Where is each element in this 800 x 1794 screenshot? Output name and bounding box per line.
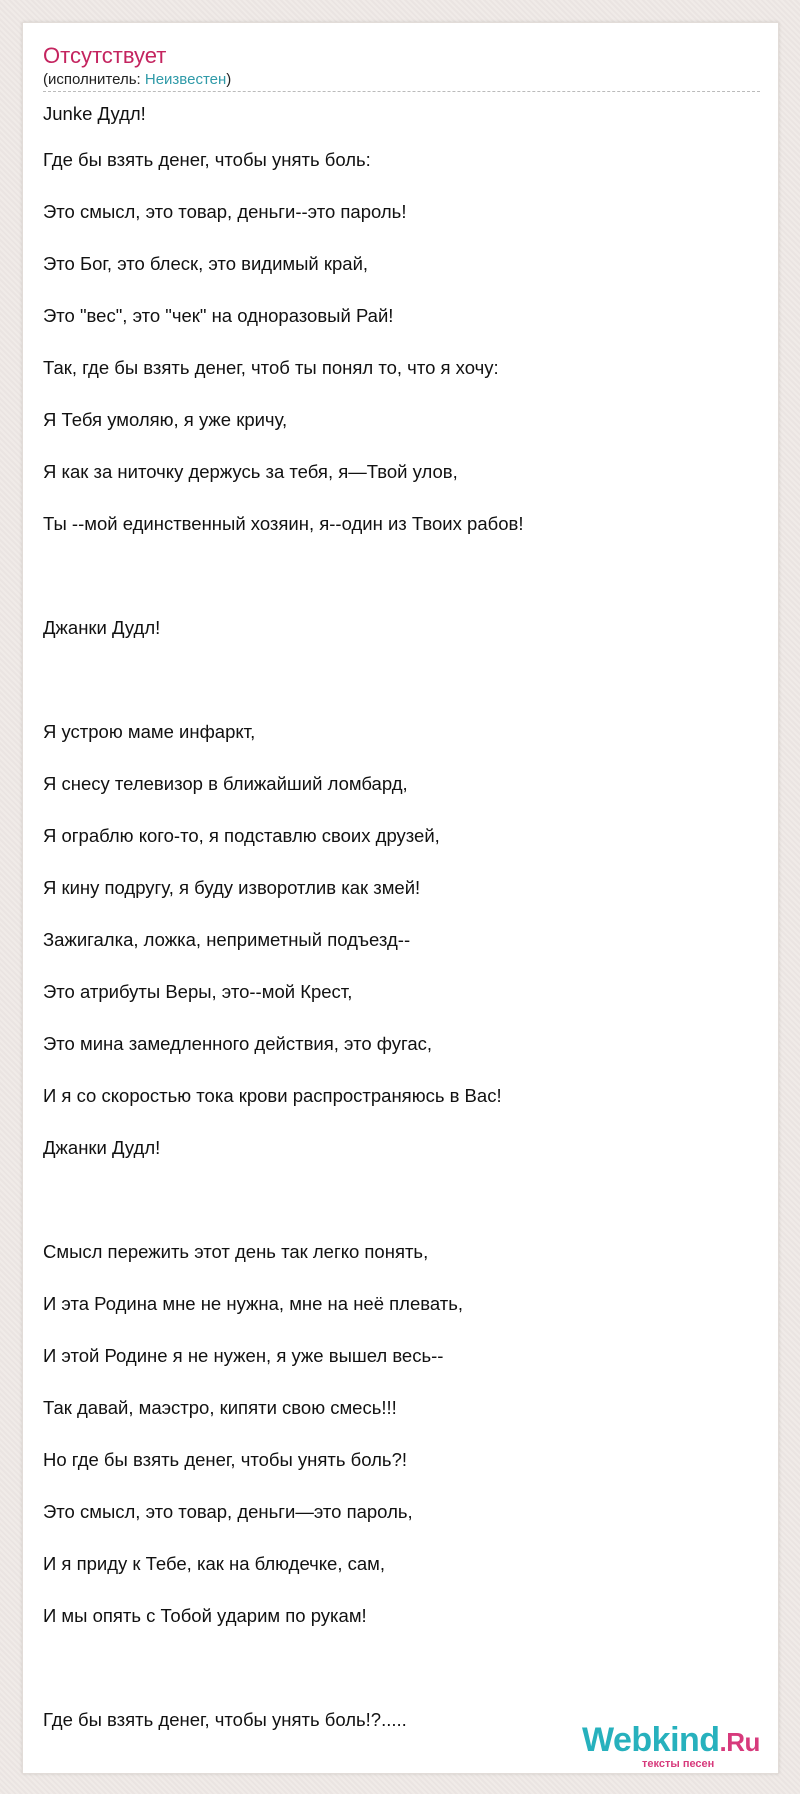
watermark-logo xyxy=(582,1720,760,1762)
lyric-line: Я ограблю кого-то, я подставлю своих друзей, xyxy=(43,825,440,846)
lyric-line: Это "вес", это "чек" на одноразовый Рай! xyxy=(43,305,394,326)
lyric-line: Так давай, маэстро, кипяти свою смесь!!! xyxy=(43,1397,397,1418)
lyric-line: Но где бы взять денег, чтобы унять боль?! xyxy=(43,1449,407,1470)
lyric-line: И эта Родина мне не нужна, мне на неё плевать, xyxy=(43,1293,463,1314)
lyric-line: Я устрою маме инфаркт, xyxy=(43,721,256,742)
artist-prefix: (исполнитель: xyxy=(43,71,145,88)
lyric-line: Я как за ниточку держусь за тебя, я—Твой улов, xyxy=(43,461,458,482)
lyric-line: Это атрибуты Веры, это--мой Крест, xyxy=(43,981,353,1002)
lyric-line: Я снесу телевизор в ближайший ломбард, xyxy=(43,773,408,794)
lyric-line: И я со скоростью тока крови распространяюсь в Вас! xyxy=(43,1085,502,1106)
header-divider xyxy=(43,91,760,92)
lyric-line: Зажигалка, ложка, неприметный подъезд-- xyxy=(43,929,411,950)
lyric-line: Это смысл, это товар, деньги—это пароль, xyxy=(43,1501,413,1522)
lyric-line: И мы опять с Тобой ударим по рукам! xyxy=(43,1605,367,1626)
lyric-line: Junke Дудл! xyxy=(43,103,146,124)
song-header xyxy=(43,43,760,92)
lyric-line: Где бы взять денег, чтобы унять боль!?..... xyxy=(43,1709,407,1730)
lyric-line: Джанки Дудл! xyxy=(43,1137,161,1158)
artist-link[interactable]: Неизвестен xyxy=(144,71,227,88)
watermark-tld: .Ru xyxy=(719,1727,760,1757)
lyric-line: Так, где бы взять денег, чтоб ты понял то, что я хочу: xyxy=(43,357,499,378)
watermark-tagline: тексты песен xyxy=(642,1758,715,1770)
lyric-line: Смысл пережить этот день так легко понять, xyxy=(43,1241,429,1262)
lyric-line: Джанки Дудл! xyxy=(43,617,161,638)
lyric-line: Это смысл, это товар, деньги--это пароль! xyxy=(43,201,407,222)
lyric-line: И этой Родине я не нужен, я уже вышел весь-- xyxy=(43,1345,444,1366)
watermark-brand: Webkind xyxy=(582,1721,720,1759)
webkind-watermark xyxy=(562,1720,772,1770)
lyric-line: Ты --мой единственный хозяин, я--один из Твоих рабов! xyxy=(43,513,524,534)
lyric-line: Это Бог, это блеск, это видимый край, xyxy=(43,253,369,274)
lyric-line: Где бы взять денег, чтобы унять боль: xyxy=(43,149,371,170)
lyric-line: Я Тебя умоляю, я уже кричу, xyxy=(43,409,288,430)
lyric-line: Это мина замедленного действия, это фугас, xyxy=(43,1033,433,1054)
lyric-line: И я приду к Тебе, как на блюдечке, сам, xyxy=(43,1553,386,1574)
artist-suffix: ) xyxy=(226,71,232,88)
song-title: Отсутствует xyxy=(43,43,167,68)
lyric-line: Я кину подругу, я буду изворотлив как змей! xyxy=(43,877,421,898)
lyrics-card xyxy=(22,22,779,1774)
artist-line xyxy=(43,71,760,89)
